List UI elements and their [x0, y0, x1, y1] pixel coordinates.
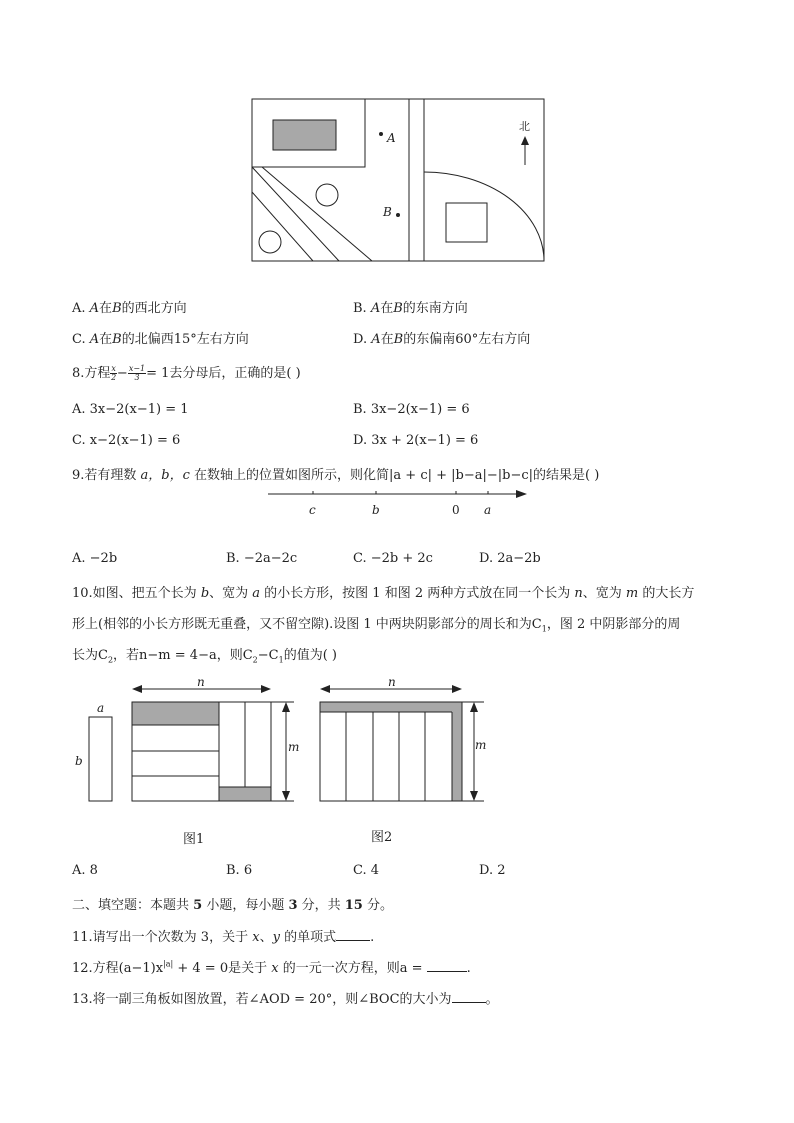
fig2-label-m: m — [475, 738, 487, 752]
q9-option-a: A. −2b — [72, 551, 118, 566]
fig2-outer — [320, 702, 462, 801]
q8-option-d: D. 3x + 2(x−1) = 6 — [353, 433, 479, 448]
q10-stem-line-1: 10.如图、把五个长为 b、宽为 a 的小长方形，按图 1 和图 2 两种方式放在同一个长为 n、宽为 m 的大长方 — [72, 586, 695, 601]
label-a: A — [387, 131, 396, 145]
section-2-heading: 二、填空题：本题共 5 小题，每小题 3 分，共 15 分。 — [72, 898, 393, 913]
q10-option-d: D. 2 — [479, 863, 506, 878]
fig2-m-arrowhead-top — [470, 702, 478, 712]
q8-option-b: B. 3x−2(x−1) = 6 — [353, 402, 470, 417]
fig2-shade-top — [320, 702, 462, 712]
q13: 13.将一副三角板如图放置，若∠AOD = 20°，则∠BOC的大小为 。 — [72, 992, 499, 1007]
fig-label-a: a — [97, 701, 105, 715]
circle-feature-1 — [316, 184, 338, 206]
q9-option-d: D. 2a−2b — [479, 551, 541, 566]
q10-stem-line-2: 形上(相邻的小长方形既无重叠，又不留空隙).设图 1 中两块阴影部分的周长和为$C_1$，图 2 中阴影部分的周 — [72, 617, 681, 634]
q10-figures — [0, 675, 794, 815]
q7-option-b: B. A在B的东南方向 — [353, 301, 468, 316]
q7-option-c: C. A在B的北偏西15°左右方向 — [72, 332, 249, 347]
q10-option-a: A. 8 — [72, 863, 98, 878]
q8-option-a: A. 3x−2(x−1) = 1 — [72, 402, 189, 417]
axis-label-b: b — [372, 503, 380, 517]
fig1-label-n: n — [197, 675, 205, 689]
fig1-label-m: m — [288, 740, 300, 754]
q9-option-c: C. −2b + 2c — [353, 551, 433, 566]
fig2-n-arrowhead-left — [320, 685, 330, 693]
axis-label-c: c — [309, 503, 316, 517]
q7-option-d: D. A在B的东偏南60°左右方向 — [353, 332, 531, 347]
small-rectangle — [89, 717, 112, 801]
fig2-caption: 图2 — [371, 830, 393, 845]
fig1-n-arrowhead-left — [132, 685, 142, 693]
fig1-shade-bottom — [219, 787, 271, 801]
q8-fraction-2: $\frac{x-1}{3}$ — [128, 364, 146, 382]
fig1-m-arrowhead-top — [282, 702, 290, 712]
fig2-m-arrowhead-bottom — [470, 791, 478, 801]
q12: 12.方程$(a-1)x^{|a|} + 4 = 0$是关于 x 的一元一次方程，则a = . — [72, 959, 471, 976]
q7-option-a: A. A在B的西北方向 — [72, 301, 187, 316]
shaded-building — [273, 120, 336, 150]
fig1-caption: 图1 — [183, 832, 205, 847]
fig2-shade-right — [452, 702, 462, 801]
diagonal-road-3 — [262, 167, 372, 261]
fig1-shade-top — [132, 702, 219, 725]
map-figure — [0, 0, 794, 270]
fig-label-b: b — [75, 754, 83, 768]
number-line — [0, 480, 794, 520]
square-building — [446, 203, 487, 242]
fig2-n-arrowhead-right — [452, 685, 462, 693]
north-label: 北 — [519, 120, 530, 133]
q10-stem-line-3: 长为$C_2$，若n−m = 4−a，则$C_2-C_1$的值为( ) — [72, 648, 337, 665]
fig2-label-n: n — [388, 675, 396, 689]
fig1-m-arrowhead-bottom — [282, 791, 290, 801]
fig1-n-arrowhead-right — [261, 685, 271, 693]
number-line-arrow — [516, 490, 527, 498]
q8-fraction-1: $\frac{x}{2}$ — [111, 364, 117, 382]
q8-stem: 8.方程 $\frac{x}{2}$ − $\frac{x-1}{3}$ = 1去分母后，正确的是( ) — [72, 364, 301, 382]
q9-option-b: B. −2a−2c — [226, 551, 298, 566]
q10-option-b: B. 6 — [226, 863, 253, 878]
label-b: B — [383, 205, 392, 219]
circle-feature-2 — [259, 231, 281, 253]
q10-option-c: C. 4 — [353, 863, 380, 878]
q11-blank — [336, 928, 370, 941]
q8-option-c: C. x−2(x−1) = 6 — [72, 433, 181, 448]
q9-stem: 9.若有理数 a，b，c 在数轴上的位置如图所示，则化简|a + c| + |b−a|−|b−c|的结果是( ) — [72, 468, 600, 483]
north-arrow-head — [521, 136, 529, 145]
q11: 11.请写出一个次数为 3，关于 x、y 的单项式 . — [72, 930, 375, 945]
axis-label-a: a — [484, 503, 492, 517]
point-b-dot — [396, 213, 400, 217]
q12-blank — [427, 959, 467, 972]
axis-label-0: 0 — [452, 503, 460, 517]
diagonal-road-1 — [252, 167, 339, 261]
point-a-dot — [379, 132, 383, 136]
q13-blank — [452, 990, 486, 1003]
quarter-circle-field — [424, 172, 544, 261]
